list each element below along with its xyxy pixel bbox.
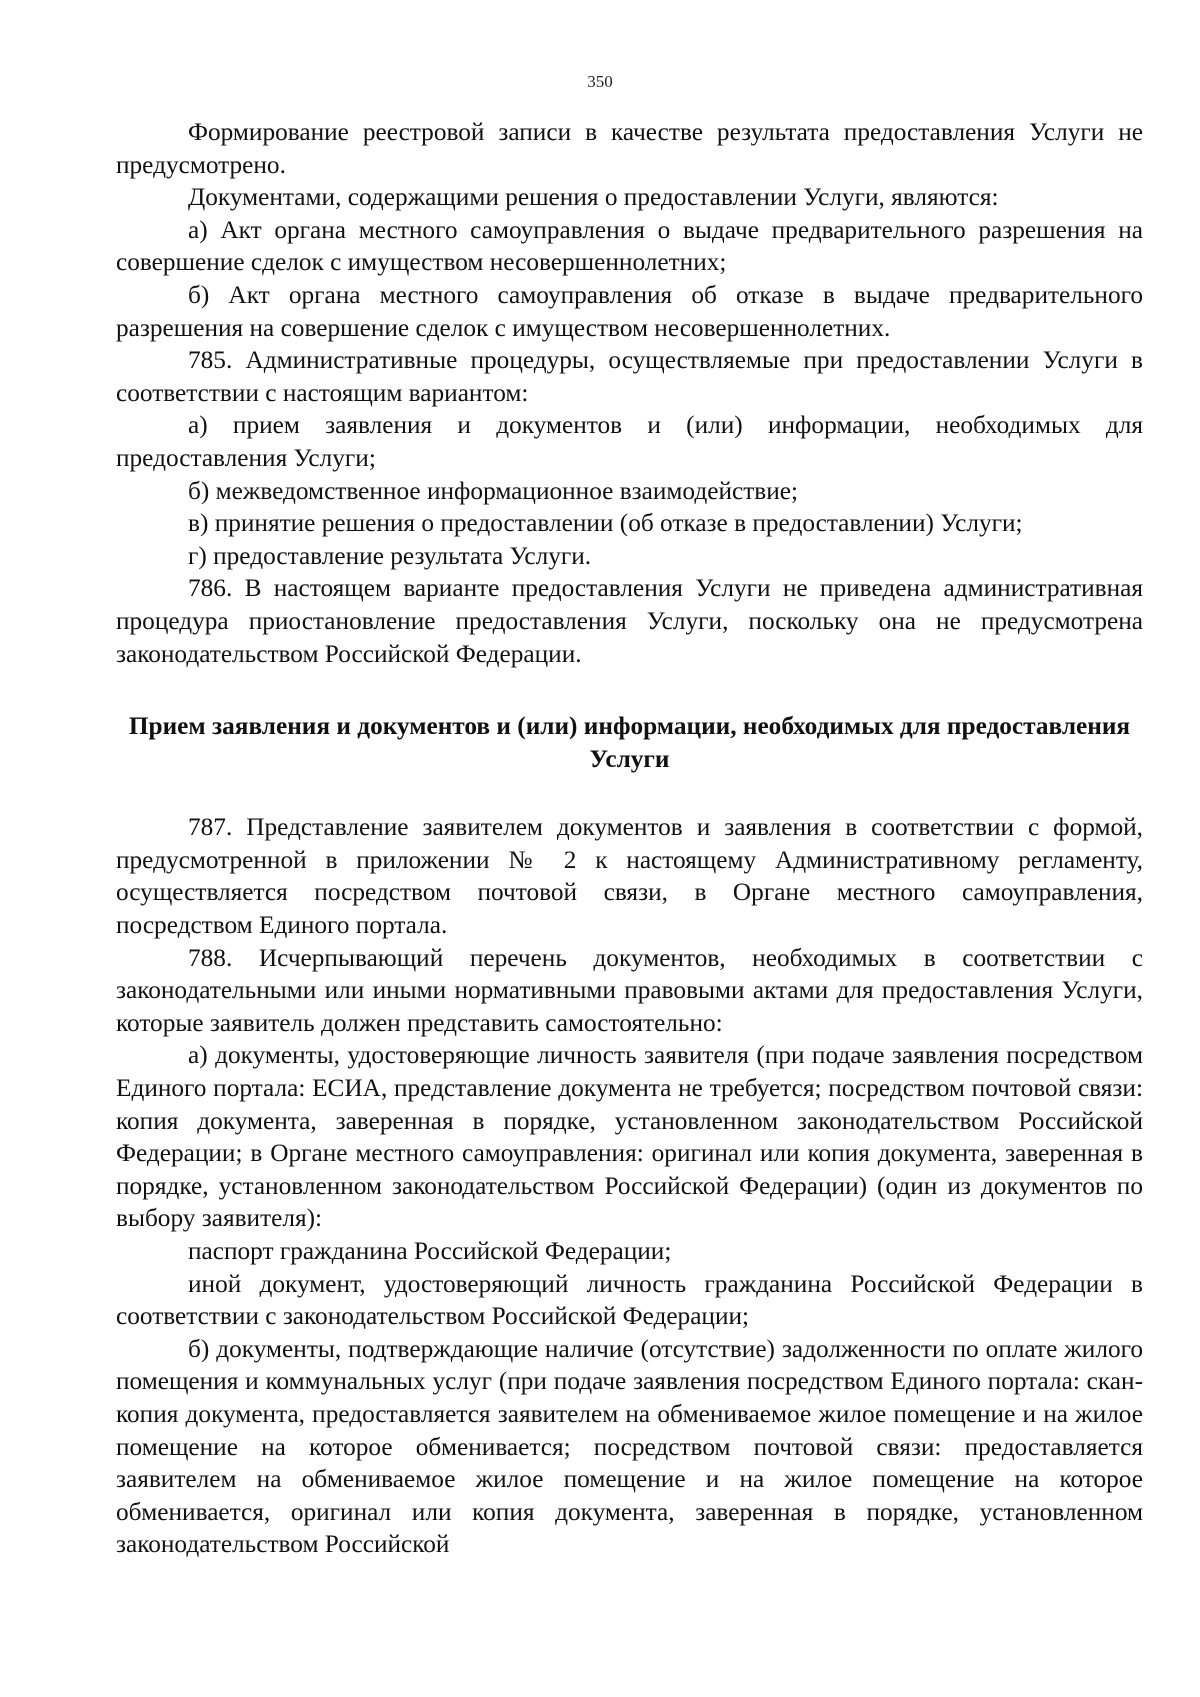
paragraph: б) Акт органа местного самоуправления об отказе в выдаче предварительного разрешения на совершение сделок с имуществом несовершеннолетних. [116, 280, 1143, 342]
paragraph: в) принятие решения о предоставлении (об отказе в предоставлении) Услуги; [188, 509, 1023, 538]
paragraph: Документами, содержащими решения о предоставлении Услуги, являются: [188, 183, 999, 212]
paragraph: 788. Исчерпывающий перечень документов, необходимых в соответствии с законодательными или иными нормативными правовыми актами для предоставления Услуги, которые заявитель должен представить самостоятельно: [116, 943, 1143, 1037]
paragraph: 786. В настоящем варианте предоставления Услуги не приведена административная процедура приостановление предоставления Услуги, поскольку она не предусмотрена законодательством Российской Федерации. [116, 574, 1143, 668]
paragraph: 787. Представление заявителем документов и заявления в соответствии с формой, предусмотренной в приложении № 2 к настоящему Административному регламенту, осуществляется посредством почтовой связи, в Органе местного самоуправления, посредством Единого портала. [116, 813, 1143, 940]
section-heading: Прием заявления и документов и (или) информации, необходимых для предоставления Услуги [128, 712, 1131, 773]
paragraph: а) Акт органа местного самоуправления о выдаче предварительного разрешения на совершение сделок с имуществом несовершеннолетних; [116, 215, 1143, 277]
page-number: 350 [587, 72, 613, 91]
document-body [116, 116, 1143, 1561]
paragraph: б) документы, подтверждающие наличие (отсутствие) задолженности по оплате жилого помещения и коммунальных услуг (при подаче заявления посредством Единого портала: скан-копия документа, предоставляется заявителем на обмениваемое жилое помещение и на жилое помещение на которое обменивается; посредством почтовой связи: предоставляется заявителем на обмениваемое жилое помещение и на жилое помещение на которое обменивается, оригинал или копия документа, заверенная в порядке, установленном законодательством Российской [116, 1334, 1143, 1559]
paragraph: иной документ, удостоверяющий личность гражданина Российской Федерации в соответствии с законодательством Российской Федерации; [116, 1269, 1143, 1331]
paragraph: Формирование реестровой записи в качестве результата предоставления Услуги не предусмотрено. [116, 118, 1143, 179]
paragraph: а) прием заявления и документов и (или) информации, необходимых для предоставления Услуги; [116, 411, 1143, 472]
paragraph: г) предоставление результата Услуги. [188, 541, 592, 570]
paragraph: паспорт гражданина Российской Федерации; [188, 1237, 672, 1265]
paragraph: а) документы, удостоверяющие личность заявителя (при подаче заявления посредством Единого портала: ЕСИА, представление документа не требуется; посредством почтовой связи: копия документа, заверенная в порядке, установленном законодательством Российской Федерации; в Органе местного самоуправления: оригинал или копия документа, заверенная в порядке, установленном законодательством Российской Федерации) (один из документов по выбору заявителя): [116, 1041, 1143, 1233]
paragraph: 785. Административные процедуры, осуществляемые при предоставлении Услуги в соответствии с настоящим вариантом: [116, 346, 1143, 407]
paragraph: б) межведомственное информационное взаимодействие; [188, 476, 799, 505]
